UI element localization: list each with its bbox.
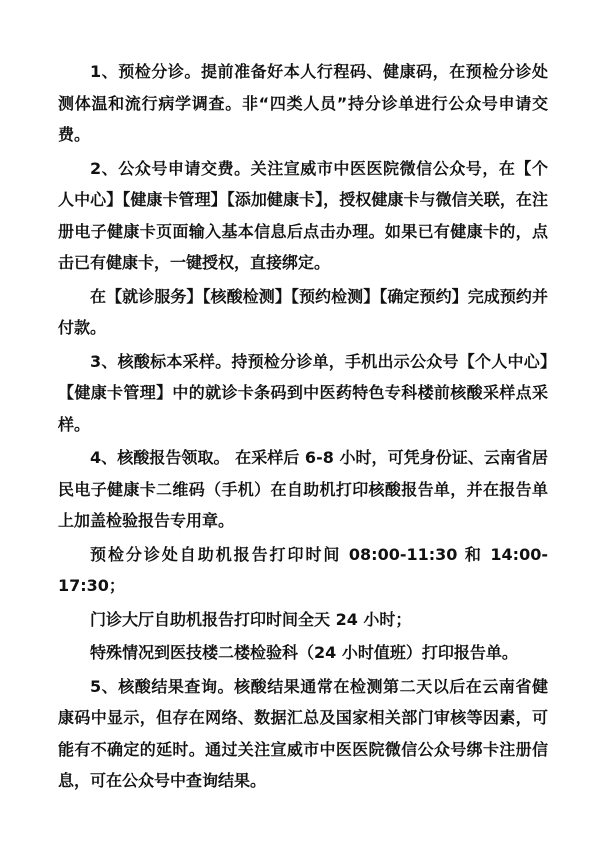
heading-result-query: 5、核酸结果查询。: [90, 676, 235, 696]
heading-report-pickup: 4、核酸报告领取。: [90, 448, 230, 467]
text-account-payment: 关注宣威市中医医院微信公众号，在【个人中心】【健康卡管理】【添加健康卡】，授权健康卡与微信关联，在注册电子健康卡页面输入基本信息后点击办理。如果已有健康卡的，点击已有健康卡，一键授权，直接绑定。: [58, 158, 548, 272]
paragraph-report-pickup: [58, 442, 548, 537]
paragraph-account-payment: [58, 153, 548, 279]
text-triage-print-hours: 预检分诊处自助机报告打印时间 08:00-11:30 和 14:00-17:30；: [58, 544, 548, 595]
document-page: [58, 56, 548, 799]
heading-pre-triage: 1、预检分诊。: [90, 62, 201, 81]
text-lobby-print-hours: 门诊大厅自助机报告打印时间全天 24 小时；: [90, 609, 412, 629]
text-sampling: 持预检分诊单，手机出示公众号【个人中心】【健康卡管理】中的就诊卡条码到中医药特色专科楼前核酸采样点采样。: [58, 351, 548, 434]
paragraph-lobby-print-hours: [58, 604, 548, 636]
paragraph-result-query: [58, 671, 548, 797]
text-pre-triage: 提前准备好本人行程码、健康码，在预检分诊处测体温和流行病学调查。非“四类人员”持分诊单进行公众号申请交费。: [58, 62, 548, 144]
heading-account-payment: 2、公众号申请交费。: [90, 158, 251, 178]
paragraph-pre-triage: [58, 56, 548, 151]
paragraph-special-cases: [58, 637, 548, 669]
text-report-pickup: 在采样后 6-8 小时，可凭身份证、云南省居民电子健康卡二维码（手机）在自助机打印核酸报告单，并在报告单上加盖检验报告专用章。: [58, 448, 548, 530]
paragraph-booking: [58, 281, 548, 344]
text-result-query: 核酸结果通常在检测第二天以后在云南省健康码中显示，但存在网络、数据汇总及国家相关部门审核等因素，可能有不确定的延时。通过关注宣威市中医医院微信公众号绑卡注册信息，可在公众号中查询结果。: [58, 676, 548, 790]
text-booking: 在【就诊服务】【核酸检测】【预约检测】【确定预约】完成预约并付款。: [58, 286, 548, 337]
text-special-cases: 特殊情况到医技楼二楼检验科（24 小时值班）打印报告单。: [90, 643, 518, 662]
heading-sampling: 3、核酸标本采样。: [90, 351, 232, 371]
paragraph-sampling: [58, 346, 548, 441]
paragraph-triage-print-hours: [58, 539, 548, 602]
